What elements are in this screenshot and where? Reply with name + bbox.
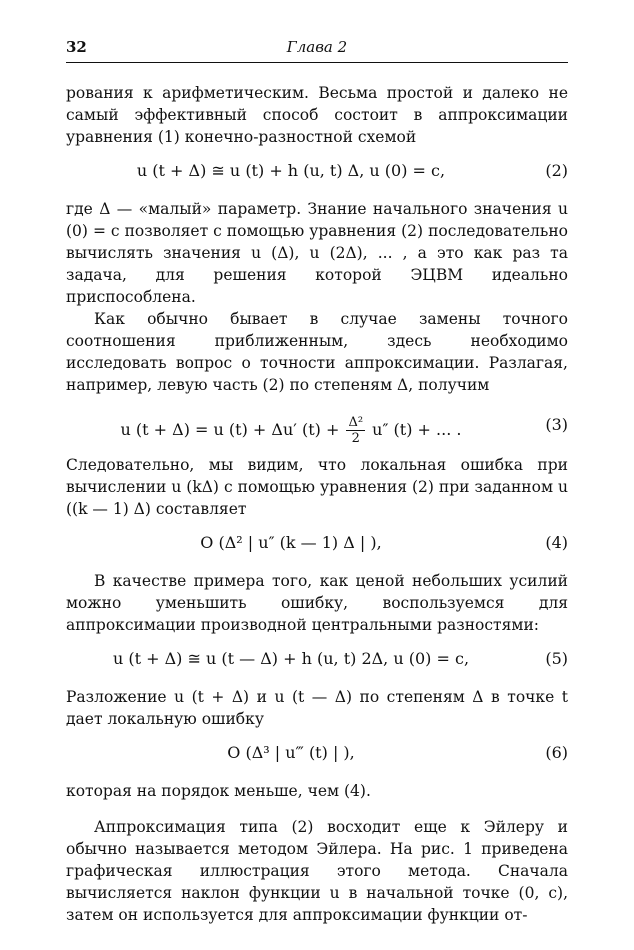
equation-3-number: (3) [545, 415, 568, 434]
running-title: Глава 2 [286, 38, 348, 56]
equation-3-formula [66, 415, 516, 446]
equation-5-number: (5) [545, 649, 568, 668]
page-header [66, 38, 568, 58]
page-body [66, 82, 568, 926]
equation-2-formula: u (t + Δ) ≅ u (t) + h (u, t) Δ, u (0) = c, [136, 161, 446, 180]
equation-3 [66, 396, 568, 454]
page-number: 32 [66, 38, 87, 56]
equation-6 [66, 730, 568, 780]
paragraph-8: Аппроксимация типа (2) восходит еще к Эйлеру и обычно называется методом Эйлера. На рис. 1 приведена графическая иллюстрация этого метода. Сначала вычисляется наклон функции u в начальной точке (0, c), затем он используется для аппроксимации функции от- [66, 818, 568, 924]
paragraph-6: Разложение u (t + Δ) и u (t — Δ) по степеням Δ в точке t дает локальную ошибку [66, 688, 568, 728]
paragraph-5: В качестве примера того, как ценой небольших усилий можно уменьшить ошибку, воспользуемся для аппроксимации производной центральными разностями: [66, 572, 568, 634]
paragraph-1: рования к арифметическим. Весьма простой и далеко не самый эффективный способ состоит в аппроксимации уравнения (1) конечно-разностной схемой [66, 84, 568, 146]
equation-3-fraction-denominator: 2 [351, 431, 360, 446]
header-rule [66, 62, 568, 63]
equation-3-rhs: u″ (t) + ... . [367, 420, 462, 439]
equation-5 [66, 636, 568, 686]
equation-6-formula: O (Δ³ | u‴ (t) | ), [227, 743, 355, 762]
equation-2 [66, 148, 568, 198]
paragraph-gap [66, 802, 568, 816]
paragraph-7: которая на порядок меньше, чем (4). [66, 782, 371, 800]
equation-4-number: (4) [545, 533, 568, 552]
equation-6-number: (6) [545, 743, 568, 762]
paragraph-4: Следовательно, мы видим, что локальная ошибка при вычислении u (kΔ) с помощью уравнения (2) при заданном u ((k — 1) Δ) составляет [66, 456, 568, 518]
paragraph-2: где Δ — «малый» параметр. Знание начального значения u (0) = c позволяет с помощью уравнения (2) последовательно вычислять значения u (Δ), u (2Δ), ... , а это как раз та задача, для решения которой ЭЦВМ идеально приспособлена. [66, 200, 568, 306]
equation-4 [66, 520, 568, 570]
equation-5-formula: u (t + Δ) ≅ u (t — Δ) + h (u, t) 2Δ, u (0) = c, [112, 649, 470, 668]
equation-3-lhs: u (t + Δ) = u (t) + Δu′ (t) + [120, 420, 345, 439]
equation-3-fraction-numerator: Δ² [348, 415, 364, 430]
paragraph-3: Как обычно бывает в случае замены точного соотношения приближенным, здесь необходимо исследовать вопрос о точности аппроксимации. Разлагая, например, левую часть (2) по степеням Δ, получим [66, 310, 568, 394]
equation-4-formula: O (Δ² | u″ (k — 1) Δ | ), [200, 533, 382, 552]
equation-2-number: (2) [545, 161, 568, 180]
equation-3-fraction [346, 415, 365, 446]
